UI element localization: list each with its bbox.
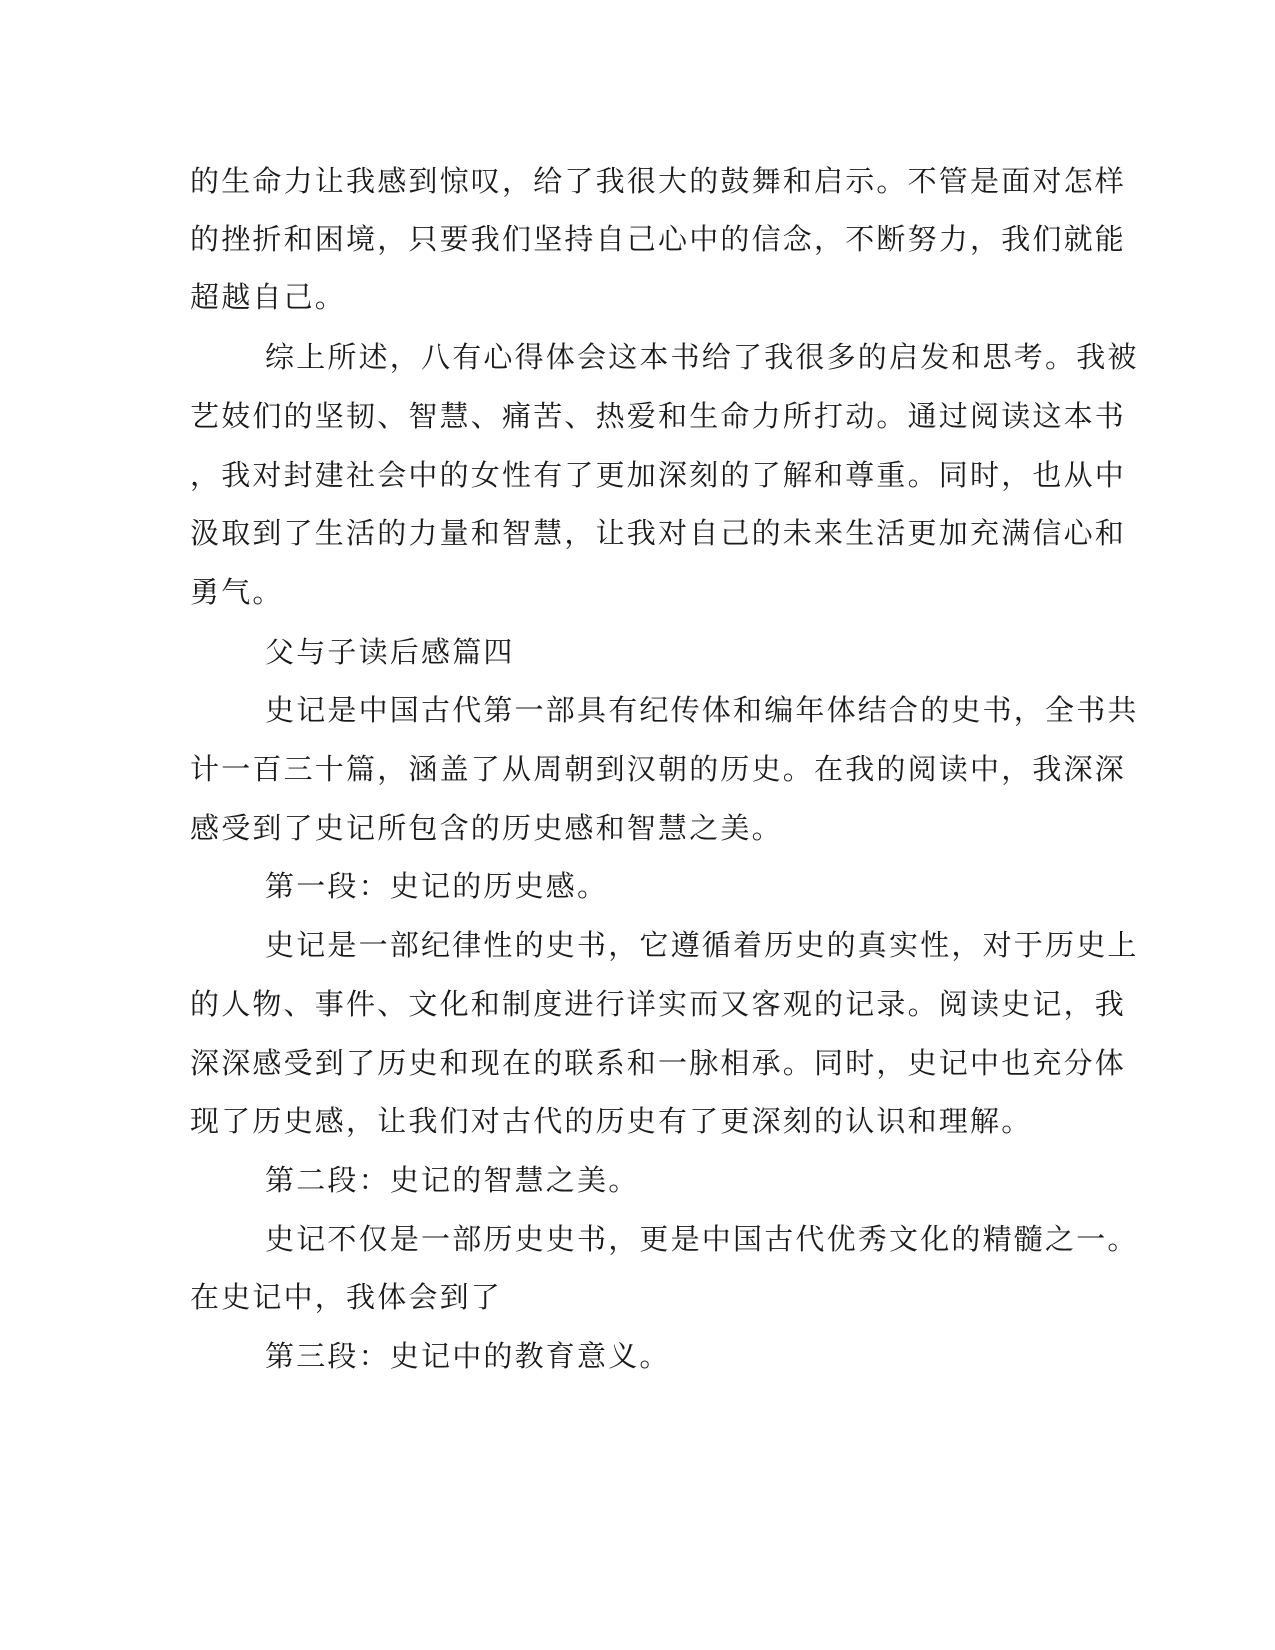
text-line: 计一百三十篇，涵盖了从周朝到汉朝的历史。在我的阅读中，我深深 — [190, 752, 1127, 786]
paragraph-heading: 第一段：史记的历史感。 — [265, 869, 609, 903]
text-line: 艺妓们的坚韧、智慧、痛苦、热爱和生命力所打动。通过阅读这本书 — [190, 399, 1127, 433]
text-line: 史记是中国古代第一部具有纪传体和编年体结合的史书，全书共 — [265, 693, 1139, 727]
text-line: 超越自己。 — [190, 280, 347, 314]
text-line: 感受到了史记所包含的历史感和智慧之美。 — [190, 811, 783, 845]
text-line: 汲取到了生活的力量和智慧，让我对自己的未来生活更加充满信心和 — [190, 516, 1127, 550]
text-line: 深深感受到了历史和现在的联系和一脉相承。同时，史记中也充分体 — [190, 1046, 1127, 1080]
text-line: 的生命力让我感到惊叹，给了我很大的鼓舞和启示。不管是面对怎样 — [190, 164, 1127, 198]
text-line: 现了历史感，让我们对古代的历史有了更深刻的认识和理解。 — [190, 1104, 1033, 1138]
text-line: 史记不仅是一部历史史书，更是中国古代优秀文化的精髓之一。 — [265, 1222, 1139, 1256]
text-line: ，我对封建社会中的女性有了更加深刻的了解和尊重。同时，也从中 — [190, 458, 1127, 492]
text-line: 综上所述，八有心得体会这本书给了我很多的启发和思考。我被 — [265, 340, 1139, 374]
paragraph-heading: 第三段：史记中的教育意义。 — [265, 1339, 671, 1373]
section-heading: 父与子读后感篇四 — [265, 635, 515, 669]
text-line: 勇气。 — [190, 575, 284, 609]
text-line: 的人物、事件、文化和制度进行详实而又客观的记录。阅读史记，我 — [190, 987, 1127, 1021]
text-line: 史记是一部纪律性的史书，它遵循着历史的真实性，对于历史上 — [265, 928, 1139, 962]
text-line: 的挫折和困境，只要我们坚持自己心中的信念，不断努力，我们就能 — [190, 222, 1127, 256]
text-line: 在史记中，我体会到了 — [190, 1280, 503, 1314]
paragraph-heading: 第二段：史记的智慧之美。 — [265, 1163, 640, 1197]
